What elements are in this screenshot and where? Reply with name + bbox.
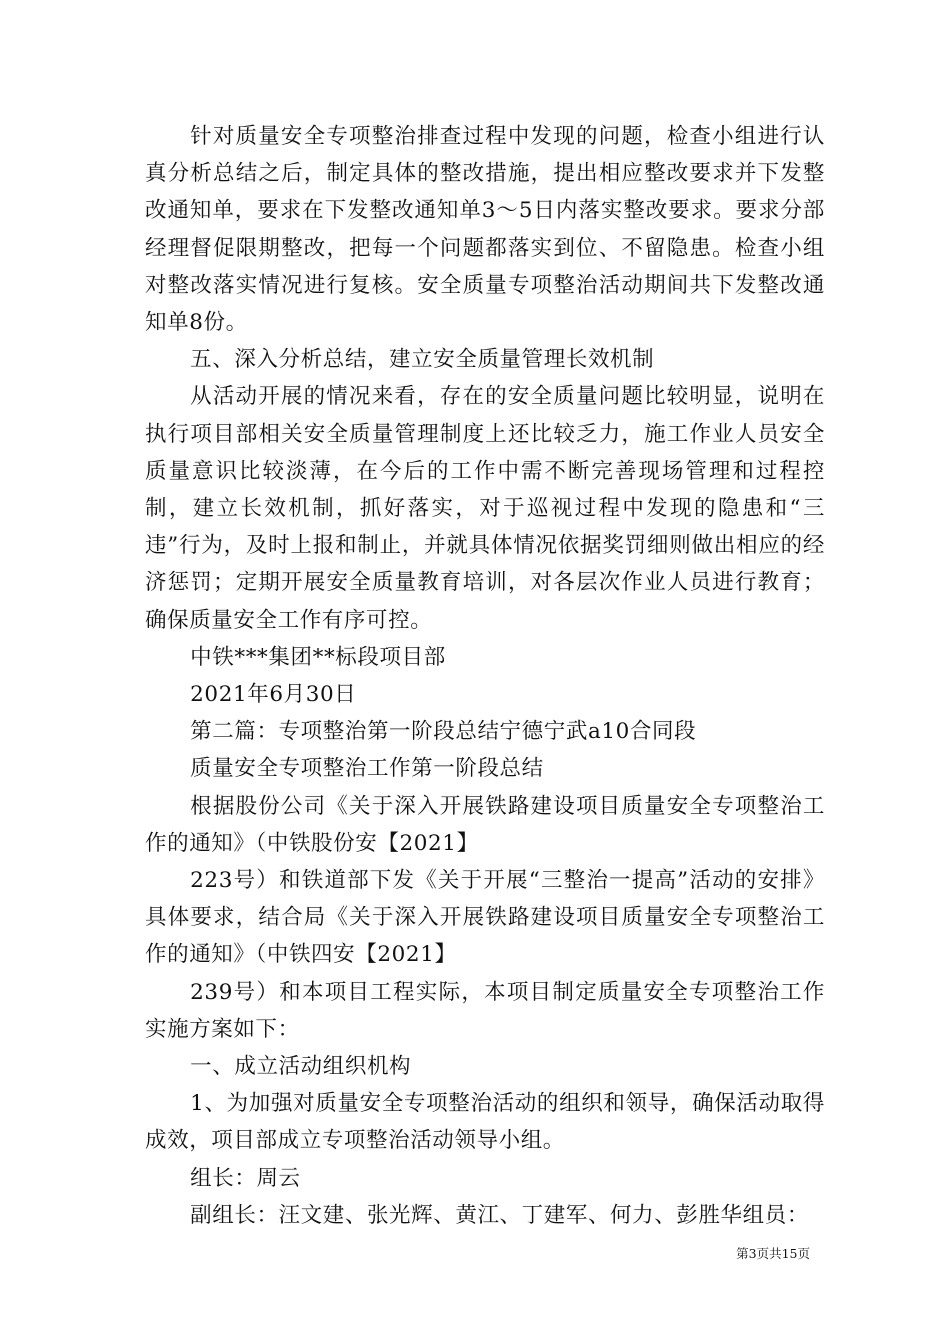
paragraph-basis: 根据股份公司《关于深入开展铁路建设项目质量安全专项整治工作的通知》（中铁股份安【2021】 (145, 793, 825, 856)
paragraph-analysis-summary: 从活动开展的情况来看，存在的安全质量问题比较明显，说明在执行项目部相关安全质量管理制度上还比较乏力，施工作业人员安全质量意识比较淡薄，在今后的工作中需不断完善现场管理和过程控制，建立长效机制，抓好落实，对于巡视过程中发现的隐患和“三违”行为，及时上报和制止，并就具体情况依据奖罚细则做出相应的经济惩罚；定期开展安全质量教育培训，对各层次作业人员进行教育；确保质量安全工作有序可控。 (145, 384, 825, 633)
deputy-group-leaders: 副组长：汪文建、张光辉、黄江、丁建军、何力、彭胜华组员： (190, 1202, 809, 1228)
part-two-title: 第二篇：专项整治第一阶段总结宁德宁武a10合同段 (190, 719, 697, 745)
signature-organization: 中铁***集团**标段项目部 (190, 644, 446, 670)
section-heading-long-term-mechanism: 五、深入分析总结，建立安全质量管理长效机制 (190, 347, 655, 373)
section-heading-organization: 一、成立活动组织机构 (190, 1054, 412, 1080)
part-two-subtitle: 质量安全专项整治工作第一阶段总结 (190, 756, 544, 782)
paragraph-implementation-plan: 239号）和本项目工程实际，本项目制定质量安全专项整治工作实施方案如下： (145, 979, 825, 1042)
paragraph-basis-continued: 223号）和铁道部下发《关于开展“三整治一提高”活动的安排》具体要求，结合局《关于深入开展铁路建设项目质量安全专项整治工作的通知》（中铁四安【2021】 (145, 868, 825, 968)
paragraph-leading-group: 1、为加强对质量安全专项整治活动的组织和领导，确保活动取得成效，项目部成立专项整治活动领导小组。 (145, 1091, 825, 1154)
page-number-footer: 第3页共15页 (736, 1246, 810, 1261)
group-leader: 组长：周云 (190, 1165, 301, 1191)
paragraph-rectification: 针对质量安全专项整治排查过程中发现的问题，检查小组进行认真分析总结之后，制定具体的整改措施，提出相应整改要求并下发整改通知单，要求在下发整改通知单3～5日内落实整改要求。要求分部经理督促限期整改，把每一个问题都落实到位、不留隐患。检查小组对整改落实情况进行复核。安全质量专项整治活动期间共下发整改通知单8份。 (145, 124, 825, 336)
document-body (145, 118, 825, 1234)
signature-date: 2021年6月30日 (190, 682, 357, 708)
